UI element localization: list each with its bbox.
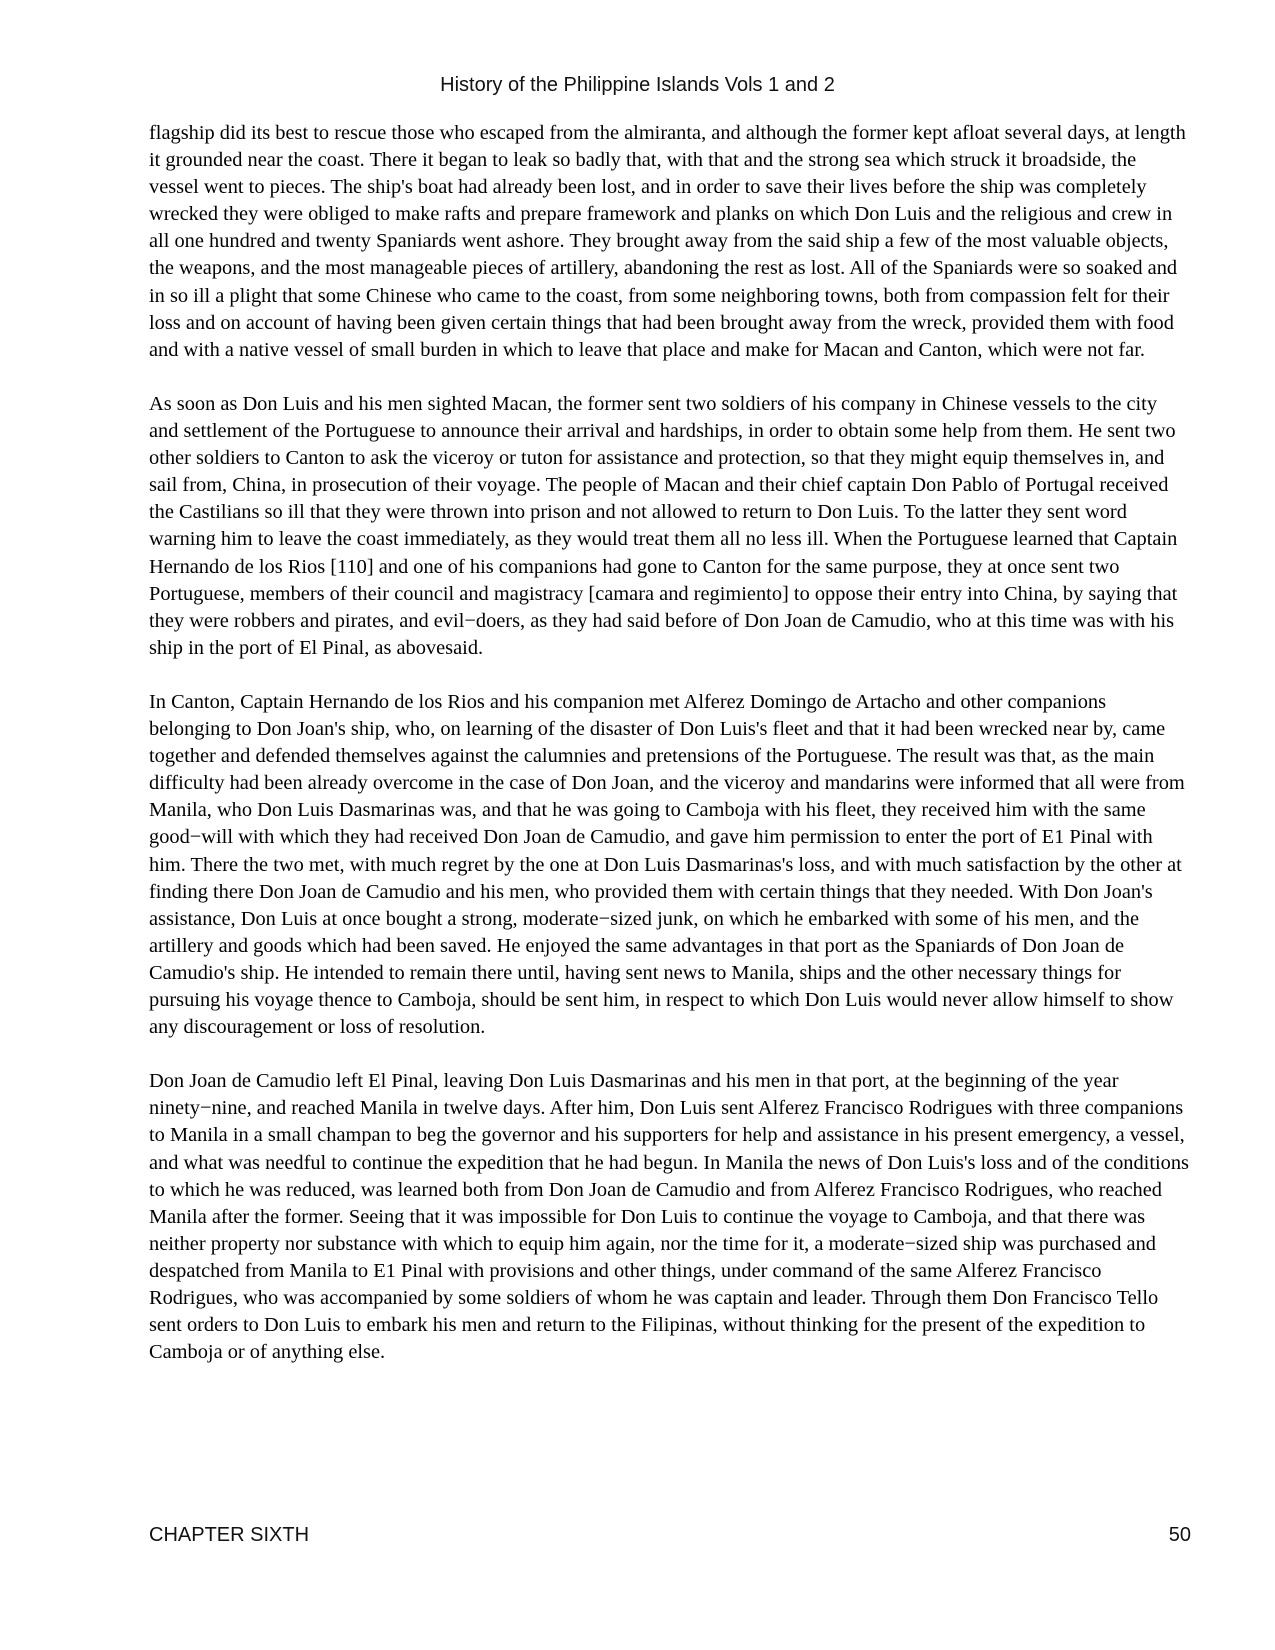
paragraph: Don Joan de Camudio left El Pinal, leaving Don Luis Dasmarinas and his men in that port, at the beginning of the year ninety−nine, and reached Manila in twelve days. After him, Don Luis sent Alferez Francisco Rodrigues with three companions to Manila in a small champan to beg the governor and his supporters for help and assistance in his present emergency, a vessel, and what was needful to continue the expedition that he had begun. In Manila the news of Don Luis's loss and of the conditions to which he was reduced, was learned both from Don Joan de Camudio and from Alferez Francisco Rodrigues, who reached Manila after the former. Seeing that it was impossible for Don Luis to continue the voyage to Camboja, and that there was neither property nor substance with which to equip him again, nor the time for it, a moderate−sized ship was purchased and despatched from Manila to E1 Pinal with provisions and other things, under command of the same Alferez Francisco Rodrigues, who was accompanied by some soldiers of whom he was captain and leader. Through them Don Francisco Tello sent orders to Don Luis to embark his men and return to the Filipinas, without thinking for the present of the expedition to Camboja or of anything else. — [149, 1070, 1189, 1364]
paragraph: flagship did its best to rescue those who escaped from the almiranta, and although the former kept afloat several days, at length it grounded near the coast. There it began to leak so badly that, with that and the strong sea which struck it broadside, the vessel went to pieces. The ship's boat had already been lost, and in order to save their lives before the ship was completely wrecked they were obliged to make rafts and prepare framework and planks on which Don Luis and the religious and crew in all one hundred and twenty Spaniards went ashore. They brought away from the said ship a few of the most valuable objects, the weapons, and the most manageable pieces of artillery, abandoning the rest as lost. All of the Spaniards were so soaked and in so ill a plight that some Chinese who came to the coast, from some neighboring towns, both from compassion felt for their loss and on account of having been given certain things that had been brought away from the wreck, provided them with food and with a native vessel of small burden in which to leave that place and make for Macan and Canton, which were not far. — [149, 122, 1186, 361]
running-header — [0, 74, 1275, 97]
paragraph: In Canton, Captain Hernando de los Rios and his companion met Alferez Domingo de Artacho and other companions belonging to Don Joan's ship, who, on learning of the disaster of Don Luis's fleet and that it had been wrecked near by, came together and defended themselves against the calumnies and pretensions of the Portuguese. The result was that, as the main difficulty had been already overcome in the case of Don Joan, and the viceroy and mandarins were informed that all were from Manila, who Don Luis Dasmarinas was, and that he was going to Camboja with his fleet, they received him with the same good−will with which they had received Don Joan de Camudio, and gave him permission to enter the port of E1 Pinal with him. There the two met, with much regret by the one at Don Luis Dasmarinas's loss, and with much satisfaction by the other at finding there Don Joan de Camudio and his men, who provided them with certain things that they needed. With Don Joan's assistance, Don Luis at once bought a strong, moderate−sized junk, on which he embarked with some of his men, and the artillery and goods which had been saved. He enjoyed the same advantages in that port as the Spaniards of Don Joan de Camudio's ship. He intended to remain there until, having sent news to Manila, ships and the other necessary things for pursuing his voyage thence to Camboja, should be sent him, in respect to which Don Luis would never allow himself to show any discouragement or loss of resolution. — [149, 690, 1185, 1039]
book-title: History of the Philippine Islands Vols 1 and 2 — [440, 74, 835, 96]
chapter-label: CHAPTER SIXTH — [149, 1524, 310, 1546]
paragraph: As soon as Don Luis and his men sighted Macan, the former sent two soldiers of his company in Chinese vessels to the city and settlement of the Portuguese to announce their arrival and hardships, in order to obtain some help from them. He sent two other soldiers to Canton to ask the viceroy or tuton for assistance and protection, so that they might equip themselves in, and sail from, China, in prosecution of their voyage. The people of Macan and their chief captain Don Pablo of Portugal received the Castilians so ill that they were thrown into prison and not allowed to return to Don Luis. To the latter they sent word warning him to leave the coast immediately, as they would treat them all no less ill. When the Portuguese learned that Captain Hernando de los Rios [110] and one of his companions had gone to Canton for the same purpose, they at once sent two Portuguese, members of their council and magistracy [camara and regimiento] to oppose their entry into China, by saying that they were robbers and pirates, and evil−doers, as they had said before of Don Joan de Camudio, who at this time was with his ship in the port of El Pinal, as abovesaid. — [149, 392, 1178, 659]
page-number: 50 — [1168, 1524, 1191, 1546]
body-text — [149, 120, 1191, 1393]
